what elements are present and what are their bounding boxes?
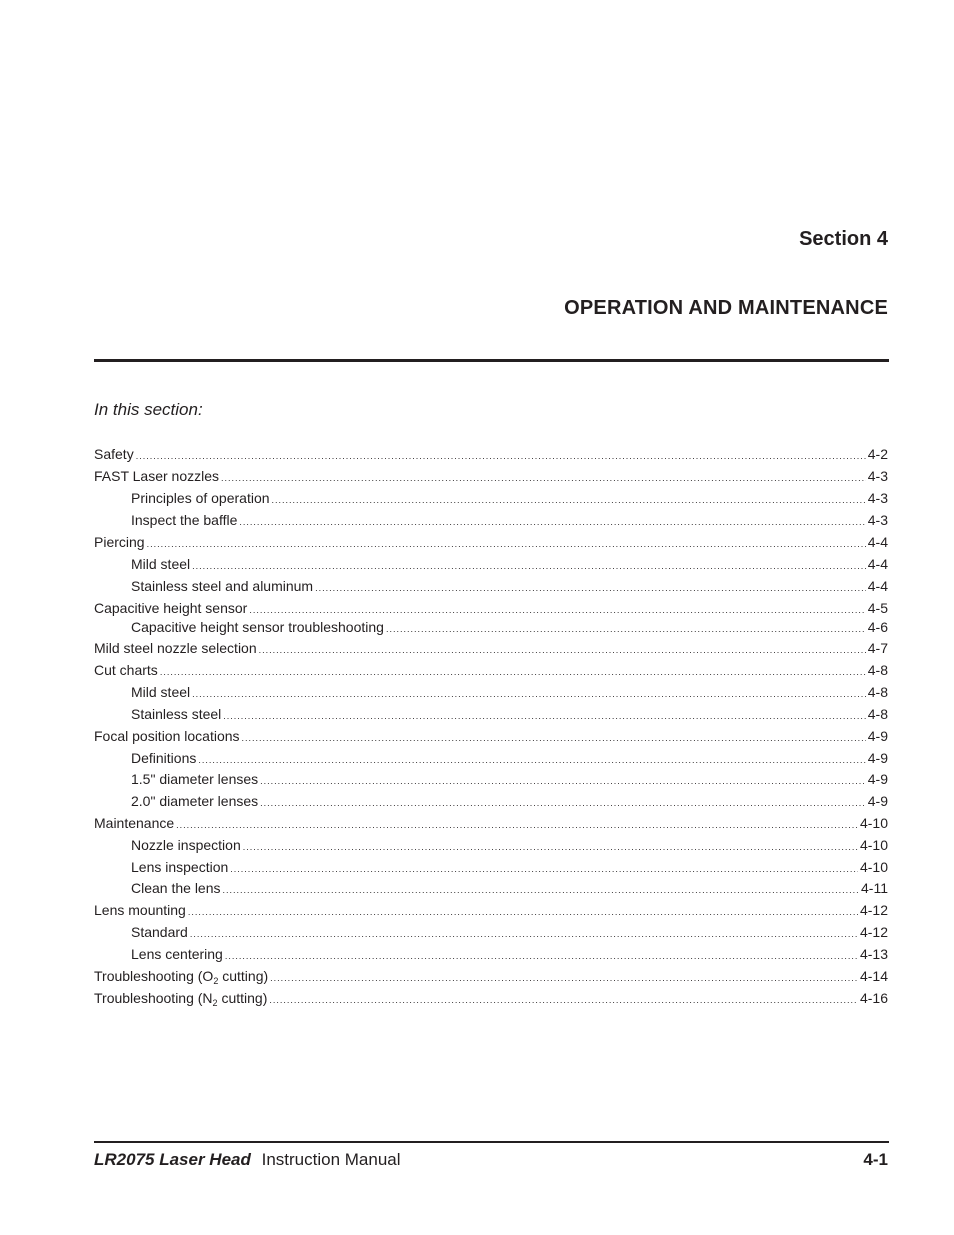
toc-entry-title bbox=[94, 988, 267, 1008]
toc-leader-dots bbox=[223, 706, 865, 726]
toc-entry-page: 4-4 bbox=[867, 534, 888, 550]
toc-entry-page: 4-6 bbox=[867, 619, 888, 635]
toc-entry-page: 4-8 bbox=[867, 684, 888, 700]
toc-leader-dots bbox=[221, 468, 866, 488]
toc-entry bbox=[94, 598, 888, 618]
toc-entry-page: 4-2 bbox=[867, 446, 888, 462]
toc-leader-dots bbox=[272, 490, 866, 510]
toc-leader-dots bbox=[269, 990, 858, 1010]
toc-entry bbox=[131, 922, 888, 942]
header-divider bbox=[94, 359, 889, 362]
toc-entry-title: Clean the lens bbox=[131, 880, 221, 896]
toc-entry-page: 4-9 bbox=[867, 771, 888, 787]
toc-leader-dots bbox=[188, 902, 858, 922]
toc-entry bbox=[94, 660, 888, 680]
toc-entry bbox=[131, 682, 888, 702]
toc-leader-dots bbox=[243, 837, 858, 857]
toc-entry-page: 4-9 bbox=[867, 728, 888, 744]
toc-entry-page: 4-14 bbox=[859, 968, 888, 984]
toc-entry-subscript: 2 bbox=[213, 976, 219, 986]
toc-entry-title: Lens mounting bbox=[94, 902, 186, 918]
toc-entry-page: 4-5 bbox=[867, 600, 888, 616]
intro-heading: In this section: bbox=[94, 400, 203, 419]
toc-entry bbox=[131, 704, 888, 724]
footer-title bbox=[94, 1150, 401, 1170]
toc-entry-page: 4-16 bbox=[859, 990, 888, 1006]
toc-entry bbox=[131, 554, 888, 574]
toc-entry-title: Maintenance bbox=[94, 815, 175, 831]
toc-leader-dots bbox=[198, 750, 865, 770]
toc-leader-dots bbox=[225, 946, 858, 966]
toc-leader-dots bbox=[259, 640, 866, 660]
toc-leader-dots bbox=[230, 859, 858, 879]
section-label: Section 4 bbox=[799, 228, 888, 250]
toc-entry-title: Capacitive height sensor troubleshooting bbox=[131, 619, 384, 635]
toc-entry-title-part: cutting) bbox=[218, 968, 269, 984]
toc-entry-page: 4-12 bbox=[859, 924, 888, 940]
toc-entry-title: Focal position locations bbox=[94, 728, 240, 744]
toc-entry-title: Inspect the baffle bbox=[131, 512, 238, 528]
toc-entry-title: Mild steel nozzle selection bbox=[94, 640, 257, 656]
toc-entry bbox=[131, 944, 888, 964]
toc-entry-title: Definitions bbox=[131, 750, 197, 766]
toc-entry-page: 4-10 bbox=[859, 859, 888, 875]
toc-entry bbox=[131, 510, 888, 530]
footer-product: LR2075 Laser Head bbox=[94, 1150, 251, 1169]
toc-entry-title: Standard bbox=[131, 924, 188, 940]
toc-entry bbox=[94, 813, 888, 833]
toc-entry-page: 4-3 bbox=[867, 490, 888, 506]
toc-leader-dots bbox=[147, 534, 866, 554]
toc-entry bbox=[94, 532, 888, 552]
toc-leader-dots bbox=[386, 619, 866, 639]
toc-entry-title: Capacitive height sensor bbox=[94, 600, 248, 616]
toc-entry-page: 4-10 bbox=[859, 837, 888, 853]
toc-entry-subscript: 2 bbox=[212, 998, 218, 1008]
toc-entry bbox=[94, 988, 888, 1008]
toc-leader-dots bbox=[136, 446, 866, 466]
toc-entry-title: Piercing bbox=[94, 534, 145, 550]
toc-entry bbox=[131, 748, 888, 768]
toc-entry-title-part: Troubleshooting (N bbox=[94, 990, 213, 1006]
toc-leader-dots bbox=[190, 924, 858, 944]
toc-entry bbox=[131, 857, 888, 877]
toc-entry-page: 4-8 bbox=[867, 706, 888, 722]
toc-leader-dots bbox=[270, 968, 858, 988]
toc-entry bbox=[94, 900, 888, 920]
toc-entry-page: 4-13 bbox=[859, 946, 888, 962]
toc-entry-page: 4-9 bbox=[867, 793, 888, 809]
toc-entry-title: Mild steel bbox=[131, 684, 191, 700]
toc-leader-dots bbox=[223, 880, 860, 900]
toc-entry-title: Stainless steel and aluminum bbox=[131, 578, 314, 594]
toc-entry-page: 4-8 bbox=[867, 662, 888, 678]
toc-entry-title: Mild steel bbox=[131, 556, 191, 572]
toc-entry-page: 4-3 bbox=[867, 468, 888, 484]
toc-entry-title-part: cutting) bbox=[217, 990, 268, 1006]
toc-leader-dots bbox=[239, 512, 865, 532]
toc-entry-page: 4-11 bbox=[861, 880, 888, 896]
toc-leader-dots bbox=[260, 771, 866, 791]
toc-entry-title: Cut charts bbox=[94, 662, 158, 678]
toc-entry bbox=[94, 966, 888, 986]
toc-leader-dots bbox=[315, 578, 866, 598]
toc-leader-dots bbox=[192, 684, 866, 704]
toc-entry-page: 4-7 bbox=[867, 640, 888, 656]
toc-entry bbox=[131, 576, 888, 596]
toc-entry-title: Principles of operation bbox=[131, 490, 270, 506]
toc-entry-title: Lens centering bbox=[131, 946, 223, 962]
toc-entry-page: 4-4 bbox=[867, 578, 888, 594]
toc-entry bbox=[94, 638, 888, 658]
toc-entry bbox=[94, 466, 888, 486]
toc-leader-dots bbox=[260, 793, 866, 813]
toc-entry bbox=[131, 791, 888, 811]
footer-divider bbox=[94, 1141, 889, 1143]
toc-entry bbox=[131, 878, 888, 898]
toc-entry bbox=[131, 617, 888, 637]
toc-entry-title bbox=[94, 966, 268, 986]
toc-entry-page: 4-4 bbox=[867, 556, 888, 572]
toc-entry-page: 4-10 bbox=[859, 815, 888, 831]
toc-leader-dots bbox=[242, 728, 866, 748]
toc-leader-dots bbox=[160, 662, 866, 682]
toc-entry-page: 4-12 bbox=[859, 902, 888, 918]
footer-manual: Instruction Manual bbox=[261, 1150, 401, 1169]
page-number: 4-1 bbox=[863, 1150, 888, 1169]
toc-entry bbox=[94, 444, 888, 464]
toc-entry-title: Nozzle inspection bbox=[131, 837, 241, 853]
toc-entry-title: 1.5" diameter lenses bbox=[131, 771, 259, 787]
toc-entry bbox=[131, 769, 888, 789]
toc-entry-page: 4-9 bbox=[867, 750, 888, 766]
toc-entry-title: Safety bbox=[94, 446, 134, 462]
toc-entry bbox=[131, 835, 888, 855]
toc-leader-dots bbox=[176, 815, 858, 835]
toc-entry bbox=[94, 726, 888, 746]
toc-entry-title: Stainless steel bbox=[131, 706, 222, 722]
toc-entry bbox=[131, 488, 888, 508]
toc-entry-title: Lens inspection bbox=[131, 859, 229, 875]
toc-entry-page: 4-3 bbox=[867, 512, 888, 528]
section-title: OPERATION AND MAINTENANCE bbox=[564, 297, 888, 319]
toc-entry-title: FAST Laser nozzles bbox=[94, 468, 220, 484]
toc-entry-title: 2.0" diameter lenses bbox=[131, 793, 259, 809]
toc-leader-dots bbox=[192, 556, 866, 576]
toc-entry-title-part: Troubleshooting (O bbox=[94, 968, 214, 984]
